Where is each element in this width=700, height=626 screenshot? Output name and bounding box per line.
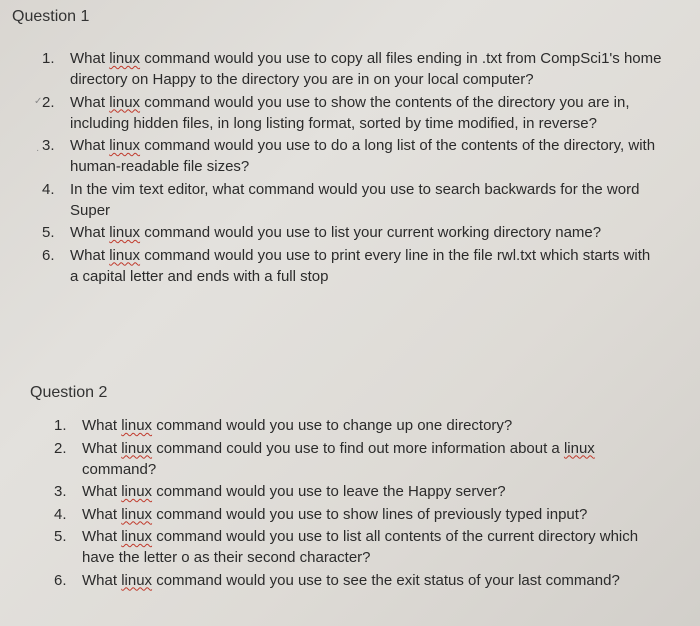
spellcheck-word: linux	[121, 417, 153, 434]
item-text: command would you use to show the contents of the directory you are in, including hidden files, in long listing format, sorted by time modified, in reverse?	[70, 93, 630, 132]
item-text: What	[82, 528, 122, 545]
item-number: 4.	[42, 180, 55, 198]
item-text: What	[70, 246, 110, 264]
item-number: 2.	[42, 93, 55, 111]
item-text: What	[70, 137, 110, 154]
spellcheck-word: linux	[109, 50, 141, 67]
list-item	[42, 179, 662, 221]
item-text: command would you use to print every line in the file rwl.txt which starts with a capital letter and ends with a full stop	[70, 246, 651, 285]
spellcheck-word: linux	[109, 224, 141, 241]
item-text: command would you use to show lines of previously typed input?	[152, 505, 588, 523]
spellcheck-word: linux	[121, 439, 153, 457]
item-text: What	[82, 417, 122, 434]
item-number: 2.	[54, 439, 67, 457]
dot-icon: ·	[36, 145, 40, 156]
spellcheck-word: linux	[109, 93, 141, 111]
item-number: 4.	[54, 505, 67, 523]
list-item	[42, 92, 662, 134]
list-item	[42, 222, 662, 243]
item-text: In the vim text editor, what command would you use to search backwards for the word Super	[70, 180, 640, 219]
list-item	[42, 245, 662, 287]
item-text: What	[70, 93, 110, 111]
list-item	[54, 481, 664, 502]
item-text: What	[82, 571, 122, 589]
item-number: 5.	[54, 528, 67, 545]
item-text: What	[82, 505, 122, 523]
item-number: 1.	[54, 417, 67, 434]
item-text: command would you use to list all contents of the current directory which have the letter o as their second character?	[82, 528, 639, 566]
item-text: command would you use to leave the Happy server?	[152, 483, 506, 500]
spellcheck-word: linux	[121, 483, 153, 500]
question-2-list	[54, 415, 664, 592]
list-item	[54, 570, 664, 591]
list-item	[54, 526, 664, 568]
item-number: 3.	[42, 137, 55, 154]
question-2-heading: Question 2	[30, 384, 108, 401]
item-text: command would you use to copy all files ending in .txt from CompSci1's home directory on Happy to the directory you are in on your local computer?	[70, 50, 662, 88]
list-item	[42, 48, 662, 90]
spellcheck-word: linux	[109, 137, 141, 154]
list-item	[54, 438, 664, 480]
item-text: What	[70, 224, 110, 241]
list-item	[42, 135, 662, 177]
spellcheck-word: linux	[121, 571, 153, 589]
question-1-heading: Question 1	[12, 8, 90, 25]
item-number: 3.	[54, 483, 67, 500]
question-1-list	[42, 48, 662, 288]
item-text: command would you use to see the exit status of your last command?	[152, 571, 620, 589]
spellcheck-word: linux	[563, 439, 595, 457]
item-text: What	[82, 483, 122, 500]
item-text: What	[70, 50, 110, 67]
spellcheck-word: linux	[121, 505, 153, 523]
list-item	[54, 504, 664, 525]
list-item	[54, 415, 664, 436]
item-text: command would you use to change up one directory?	[152, 417, 513, 434]
item-text: command?	[82, 460, 157, 478]
spellcheck-word: linux	[109, 246, 141, 264]
item-number: 6.	[42, 246, 55, 264]
item-number: 5.	[42, 224, 55, 241]
item-text: command could you use to find out more information about a	[152, 439, 564, 457]
checkmark-icon: ✓	[34, 96, 43, 107]
item-number: 1.	[42, 50, 55, 67]
spellcheck-word: linux	[121, 528, 153, 545]
item-number: 6.	[54, 571, 67, 589]
item-text: What	[82, 439, 122, 457]
item-text: command would you use to list your current working directory name?	[140, 224, 602, 241]
item-text: command would you use to do a long list of the contents of the directory, with human-readable file sizes?	[70, 137, 656, 175]
